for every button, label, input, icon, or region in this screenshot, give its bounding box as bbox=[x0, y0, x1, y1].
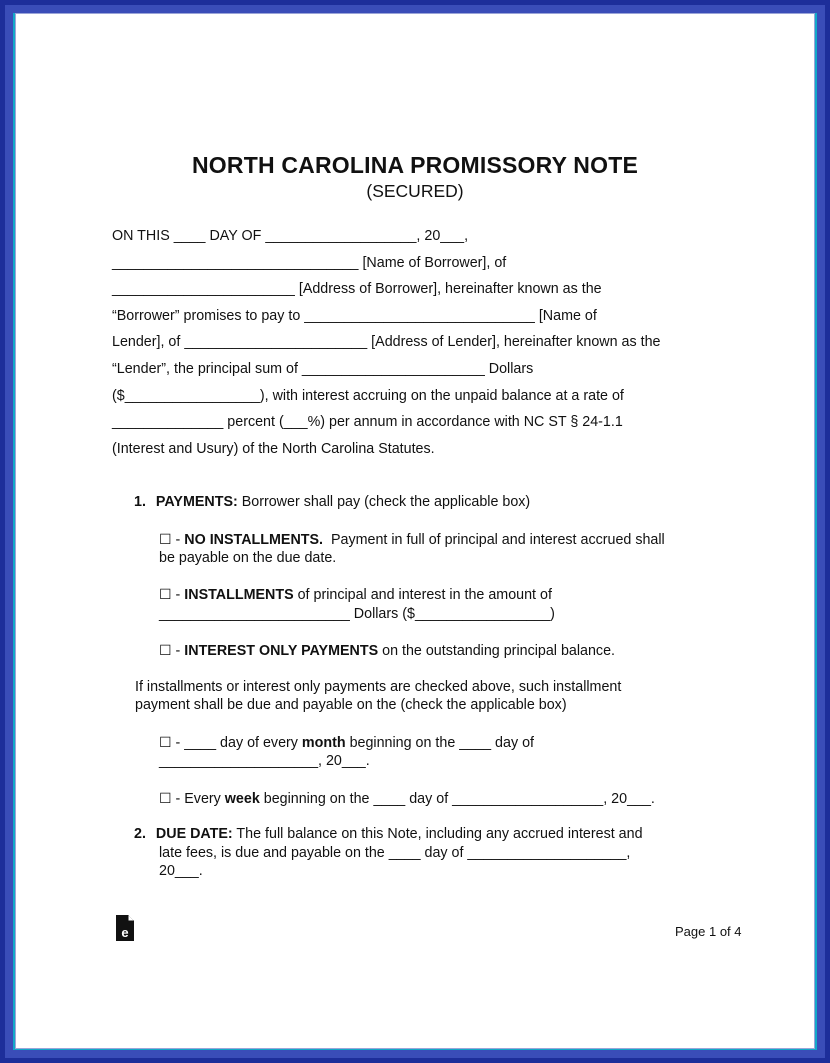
option-dash: - bbox=[171, 587, 185, 603]
installments-text: of principal and interest in the amount of bbox=[293, 587, 552, 603]
checkbox-no-installments[interactable]: ☐ bbox=[159, 531, 172, 547]
due-date-line-3: 20___. bbox=[159, 863, 203, 879]
due-date-line-2: late fees, is due and payable on the ____ day of ____________________, bbox=[159, 845, 631, 861]
due-date-section-heading bbox=[134, 826, 643, 842]
weekly-label: week bbox=[224, 791, 260, 807]
checkbox-interest-only[interactable]: ☐ bbox=[159, 642, 172, 658]
svg-text:e: e bbox=[121, 925, 129, 940]
monthly-pre: - ____ day of every bbox=[171, 735, 302, 751]
intro-line-8: ______________ percent (___%) per annum in accordance with NC ST § 24-1.1 bbox=[112, 414, 623, 430]
checkbox-weekly[interactable]: ☐ bbox=[159, 790, 172, 806]
document-page bbox=[16, 14, 814, 1048]
section-number: 1. bbox=[134, 494, 146, 510]
schedule-line-2: payment shall be due and payable on the (check the applicable box) bbox=[135, 697, 567, 713]
installments-line-2: ________________________ Dollars ($_________________) bbox=[159, 606, 555, 622]
no-installments-line-2: be payable on the due date. bbox=[159, 550, 337, 566]
schedule-line-1: If installments or interest only payments are checked above, such installment bbox=[135, 679, 622, 695]
option-no-installments bbox=[159, 531, 665, 548]
document-subtitle: (SECURED) bbox=[366, 181, 464, 201]
option-dash: - bbox=[171, 643, 185, 659]
section-number: 2. bbox=[134, 826, 146, 842]
intro-line-3: _______________________ [Address of Borrower], hereinafter known as the bbox=[112, 281, 602, 297]
option-monthly bbox=[159, 734, 534, 751]
monthly-post: beginning on the ____ day of bbox=[345, 735, 534, 751]
payments-heading-text: Borrower shall pay (check the applicable box) bbox=[237, 494, 531, 510]
interest-only-text: on the outstanding principal balance. bbox=[378, 643, 616, 659]
intro-line-7: ($_________________), with interest accruing on the unpaid balance at a rate of bbox=[112, 388, 624, 404]
intro-line-2: _______________________________ [Name of Borrower], of bbox=[112, 255, 507, 271]
checkbox-monthly[interactable]: ☐ bbox=[159, 734, 172, 750]
checkbox-installments[interactable]: ☐ bbox=[159, 586, 172, 602]
installments-label: INSTALLMENTS bbox=[184, 587, 294, 603]
due-date-heading: DUE DATE: bbox=[155, 826, 233, 842]
intro-line-5: Lender], of _______________________ [Address of Lender], hereinafter known as the bbox=[112, 334, 661, 350]
monthly-line-2: ____________________, 20___. bbox=[159, 753, 370, 769]
payments-heading: PAYMENTS: bbox=[155, 494, 238, 510]
weekly-pre: - Every bbox=[171, 791, 225, 807]
page-number: Page 1 of 4 bbox=[675, 924, 742, 939]
option-interest-only bbox=[159, 642, 615, 659]
payments-section-heading bbox=[134, 494, 530, 510]
document-title: NORTH CAROLINA PROMISSORY NOTE bbox=[192, 152, 638, 178]
no-installments-label: NO INSTALLMENTS. bbox=[184, 532, 324, 548]
interest-only-label: INTEREST ONLY PAYMENTS bbox=[184, 643, 379, 659]
eforms-logo-icon bbox=[115, 914, 135, 942]
monthly-label: month bbox=[301, 735, 346, 751]
intro-line-9: (Interest and Usury) of the North Carolina Statutes. bbox=[112, 441, 435, 457]
option-dash: - bbox=[171, 532, 185, 548]
intro-line-4: “Borrower” promises to pay to _____________________________ [Name of bbox=[112, 308, 597, 324]
option-installments bbox=[159, 586, 552, 603]
intro-line-1: ON THIS ____ DAY OF ___________________, 20___, bbox=[112, 228, 469, 244]
weekly-post: beginning on the ____ day of ___________________, 20___. bbox=[259, 791, 655, 807]
due-date-line-1: The full balance on this Note, including any accrued interest and bbox=[232, 826, 643, 842]
no-installments-text: Payment in full of principal and interest accrued shall bbox=[323, 532, 665, 548]
option-weekly bbox=[159, 790, 655, 807]
intro-line-6: “Lender”, the principal sum of _______________________ Dollars bbox=[112, 361, 534, 377]
